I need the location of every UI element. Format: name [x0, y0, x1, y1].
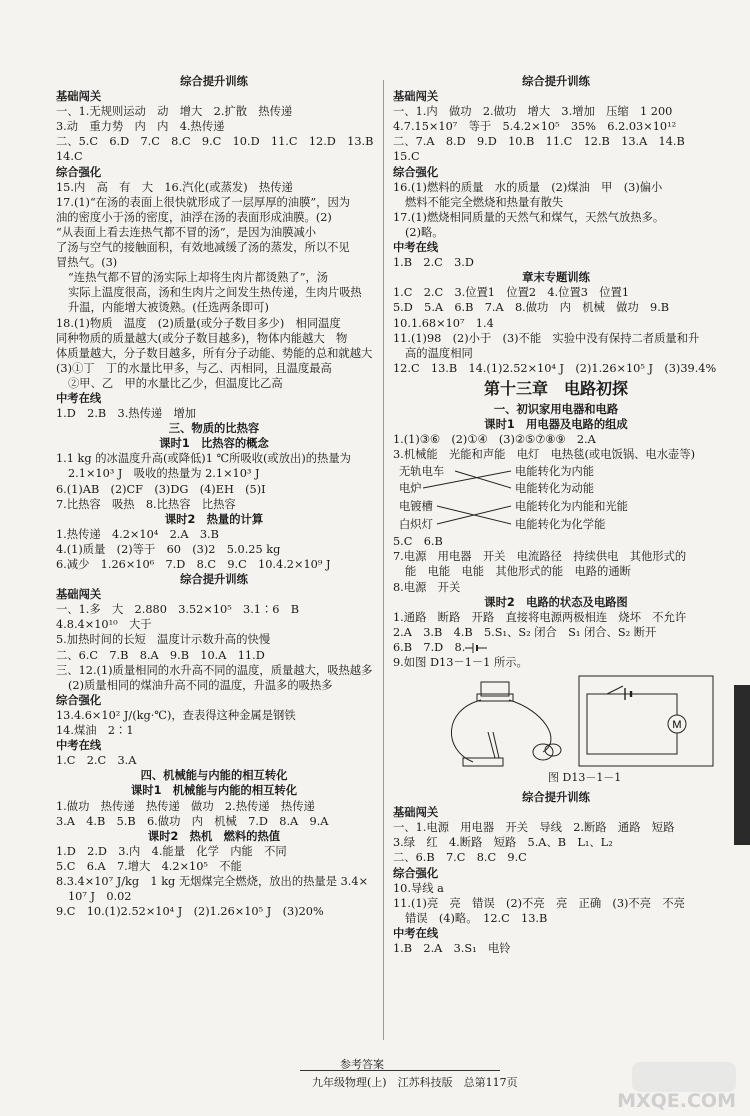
answer-line: 4.7.15×10⁷ 等于 5.4.2×10⁵ 35% 6.2.03×10¹²: [393, 120, 677, 134]
answer-line: 燃料不能完全燃烧和热量有散失: [405, 195, 564, 209]
match-left-item: 无轨电车: [399, 465, 445, 479]
answer-line: 一、1.多 大 2.880 3.52×10⁵ 3.1∶6 B: [56, 603, 300, 617]
answer-line: 9.如图 D13－1－1 所示。: [393, 656, 528, 669]
answer-line: 一、1.内 做功 2.做功 增大 3.增加 压缩 1 200: [393, 105, 673, 119]
answer-line: 了汤与空气的接触面积，有效地减缓了汤的蒸发，所以不见: [56, 241, 350, 255]
answer-line: 7.比热容 吸热 8.比热容 比热容: [56, 497, 236, 511]
section-heading: 一、初识家用电器和电路: [493, 402, 619, 416]
match-right-item: 电能转化为动能: [515, 482, 595, 496]
matching-diagram: [393, 462, 643, 534]
subsection-heading: 基础闯关: [56, 588, 102, 602]
answer-line: 12.C 13.B 14.(1)2.52×10⁴ J (2)1.26×10⁵ J (3)39.4%: [393, 361, 717, 375]
answer-line: 一、1.电源 用电器 开关 导线 2.断路 通路 短路: [393, 821, 675, 835]
section-heading: 课时2 电路的状态及电路图: [484, 595, 628, 609]
right-column: [393, 74, 719, 956]
footer-title: 参考答案: [340, 1058, 384, 1071]
section-heading: 课时1 机械能与内能的相互转化: [130, 784, 298, 798]
watermark-text: MXQE.COM: [617, 1090, 736, 1112]
circuit-diagram: [393, 670, 719, 770]
answer-line: 3.动 重力势 内 内 4.热传递: [56, 120, 225, 134]
answer-line: 5.C 6.A 7.增大 4.2×10⁵ 不能: [56, 859, 242, 873]
subsection-heading: 综合强化: [393, 866, 439, 880]
answer-line: “从表面上看去连热气都不冒的汤”，是因为油膜减小: [56, 225, 317, 239]
answer-line: 三、12.(1)质量相同的水升高不同的温度，质量越大，吸热越多: [56, 663, 373, 677]
match-right-item: 电能转化为内能和光能: [515, 500, 628, 514]
answer-line: 1.B 2.A 3.S₁ 电铃: [393, 942, 511, 956]
answer-line: 13.4.6×10² J/(kg·℃)，查表得这种金属是钢铁: [56, 708, 296, 722]
right-section-b: [393, 402, 719, 462]
subsection-heading: 基础闯关: [56, 90, 102, 104]
answer-line: 1.C 2.C 3.A: [56, 754, 137, 768]
answer-line: 1.C 2.C 3.位置1 位置2 4.位置3 位置1: [393, 286, 630, 300]
answer-line: 7.电源 用电器 开关 电流路径 持续供电 其他形式的: [393, 550, 687, 564]
answer-line: 18.(1)物质 温度 (2)质量(或分子数目多少) 相同温度: [56, 316, 341, 330]
answer-line: 15.内 高 有 大 16.汽化(或蒸发) 热传递: [56, 180, 293, 194]
answer-line: 17.(1)“在汤的表面上很快就形成了一层厚厚的油膜”，因为: [56, 195, 351, 209]
answer-line: 一、1.无规则运动 动 增大 2.扩散 热传递: [56, 105, 293, 119]
subsection-heading: 综合强化: [393, 165, 439, 179]
answer-line: (2)质量相同的煤油升高不同的温度，升温多的吸热多: [68, 678, 333, 692]
answer-line: 二、6.C 7.B 8.A 9.B 10.A 11.D: [56, 648, 265, 662]
answer-line: 升温，内能增大被烫熟。(任选两条即可): [68, 301, 269, 315]
answer-line: 3.A 4.B 5.B 6.做功 内 机械 7.D 8.A 9.A: [56, 814, 329, 828]
match-left-item: 电炉: [399, 482, 422, 496]
answer-line: 9.C 10.(1)2.52×10⁴ J (2)1.26×10⁵ J (3)20%: [56, 905, 324, 919]
right-section-d: [393, 790, 719, 956]
section-heading: 综合提升训练: [180, 573, 248, 587]
answer-line: 3.绿 红 4.断路 短路 5.A、B L₁、L₂: [393, 836, 613, 850]
answer-line: 能 电能 电能 其他形式的能 电路的通断: [405, 565, 631, 579]
answer-line: 14.煤油 2∶1: [56, 724, 134, 738]
answer-line: 15.C: [393, 150, 420, 164]
answer-line: 5.C 6.B: [393, 535, 443, 549]
right-section-c: [393, 534, 719, 670]
answer-line: 1.B 2.C 3.D: [393, 256, 474, 270]
answer-line: 8.3.4×10⁷ J/kg 1 kg 无烟煤完全燃烧，放出的热量是 3.4×: [56, 874, 369, 888]
answer-line: 体质量越大，分子数目越多，所有分子动能、势能的总和就越大: [56, 346, 373, 360]
answer-line: 实际上温度很高，汤和生肉片之间发生热传递，生肉片吸热: [68, 286, 362, 300]
answer-line: 17.(1)燃烧相同质量的天然气和煤气，天然气放热多。: [393, 210, 665, 224]
answer-line: 5.加热时间的长短 温度计示数升高的快慢: [56, 633, 271, 647]
match-left-item: 白炽灯: [399, 518, 433, 532]
answer-line: 高的温度相同: [405, 346, 473, 360]
answer-line: 1.(1)③⑥ (2)①④ (3)②⑤⑦⑧⑨ 2.A: [393, 433, 596, 447]
answer-line: (3)①丁 丁的水量比甲多，与乙、丙相同，且温度最高: [56, 361, 332, 375]
section-heading: 四、机械能与内能的相互转化: [140, 769, 288, 783]
page-edge-tab: [734, 685, 750, 845]
answer-line: 2.A 3.B 4.B 5.S₁、S₂ 闭合 S₁ 闭合、S₂ 断开: [393, 625, 657, 639]
answer-line: (2)略。: [405, 225, 444, 239]
answer-line: 10⁷ J 0.02: [68, 890, 132, 904]
answer-line: 同种物质的质量越大(或分子数目越多)，物体内能越大 物: [56, 331, 348, 345]
answer-line: 二、6.B 7.C 8.C 9.C: [393, 851, 527, 865]
figure-caption: 图 D13－1－1: [548, 771, 622, 785]
footer-info: 九年级物理(上) 江苏科技版 总第117页: [312, 1076, 518, 1089]
motor-label: M: [672, 719, 682, 732]
match-right-item: 电能转化为化学能: [515, 518, 606, 532]
answer-line: 10.1.68×10⁷ 1.4: [393, 316, 494, 330]
answer-line: 错误 (4)略。 12.C 13.B: [405, 911, 548, 925]
subsection-heading: 基础闯关: [393, 806, 439, 820]
subsection-heading: 中考在线: [56, 739, 102, 753]
section-heading: 课时1 用电器及电路的组成: [484, 417, 628, 431]
circuit-figure: [393, 670, 719, 790]
subsection-heading: 基础闯关: [393, 90, 439, 104]
battery-symbol-icon: [465, 642, 487, 654]
answer-line: 8.电源 开关: [393, 580, 461, 594]
answer-line: 11.(1)亮 亮 错误 (2)不亮 亮 正确 (3)不亮 不亮: [393, 896, 685, 910]
answer-line: 油的密度小于汤的密度，油浮在汤的表面形成油膜。(2): [56, 210, 332, 224]
footer-rule: [300, 1070, 500, 1071]
section-heading: 课时2 热机 燃料的热值: [147, 829, 281, 843]
answer-line: 5.D 5.A 6.B 7.A 8.做功 内 机械 做功 9.B: [393, 301, 670, 315]
subsection-heading: 中考在线: [56, 391, 102, 405]
answer-line: 1.D 2.D 3.内 4.能量 化学 内能 不同: [56, 844, 287, 858]
section-heading: 综合提升训练: [522, 75, 590, 88]
right-section-a: [393, 74, 719, 376]
answer-line: 1.1 kg 的冰温度升高(或降低)1 ℃所吸收(或放出)的热量为: [56, 452, 351, 466]
answer-line: 二、7.A 8.D 9.D 10.B 11.C 12.B 13.A 14.B: [393, 135, 685, 149]
answer-line: 10.导线 a: [393, 881, 444, 895]
column-divider: [383, 80, 384, 1040]
answer-line: 14.C: [56, 150, 83, 164]
match-right-item: 电能转化为内能: [515, 465, 595, 479]
answer-line: 冒热气。(3): [56, 256, 118, 270]
section-heading: 三、物质的比热容: [168, 422, 260, 436]
answer-line: ②甲、乙 甲的水量比乙少，但温度比乙高: [68, 376, 283, 390]
subsection-heading: 综合强化: [56, 165, 102, 179]
answer-line: 1.做功 热传递 热传递 做功 2.热传递 热传递: [56, 799, 315, 813]
answer-line: 1.热传递 4.2×10⁴ 2.A 3.B: [56, 527, 219, 541]
answer-line: 6.(1)AB (2)CF (3)DG (4)EH (5)I: [56, 482, 266, 496]
subsection-heading: 中考在线: [393, 241, 439, 255]
answer-line: “连热气都不冒的汤实际上却将生肉片都烫熟了”，汤: [68, 271, 329, 285]
answer-line: 6.减少 1.26×10⁶ 7.D 8.C 9.C 10.4.2×10⁹ J: [56, 558, 331, 571]
left-column: [56, 74, 372, 919]
section-heading: 课时1 比热容的概念: [159, 437, 269, 451]
match-left-item: 电镀槽: [399, 500, 433, 514]
section-heading: 课时2 热量的计算: [164, 512, 264, 526]
section-heading: 章末专题训练: [522, 271, 590, 285]
answer-line: 3.机械能 光能和声能 电灯 电热毯(或电饭锅、电水壶等): [393, 448, 696, 462]
answer-line: 1.D 2.B 3.热传递 增加: [56, 407, 197, 421]
section-heading: 综合提升训练: [180, 75, 248, 88]
section-heading: 综合提升训练: [522, 791, 590, 805]
answer-line: 4.(1)质量 (2)等于 60 (3)2 5.0.25 kg: [56, 542, 281, 556]
answer-line: 二、5.C 6.D 7.C 8.C 9.C 10.D 11.C 12.D 13.B: [56, 135, 374, 149]
answer-line: 11.(1)98 (2)小于 (3)不能 实验中没有保持二者质量和升: [393, 331, 700, 345]
answer-line: 4.8.4×10¹⁰ 大于: [56, 618, 152, 632]
answer-line: 16.(1)燃料的质量 水的质量 (2)煤油 甲 (3)偏小: [393, 180, 663, 194]
answer-line: 2.1×10³ J 吸收的热量为 2.1×10³ J: [68, 467, 260, 481]
subsection-heading: 综合强化: [56, 693, 102, 707]
answer-line: 6.B 7.D 8.: [393, 640, 719, 655]
answer-line: 1.通路 断路 开路 直接将电源两极相连 烧坏 不允许: [393, 610, 687, 624]
subsection-heading: 中考在线: [393, 926, 439, 940]
chapter-title: 第十三章 电路初探: [483, 378, 628, 398]
